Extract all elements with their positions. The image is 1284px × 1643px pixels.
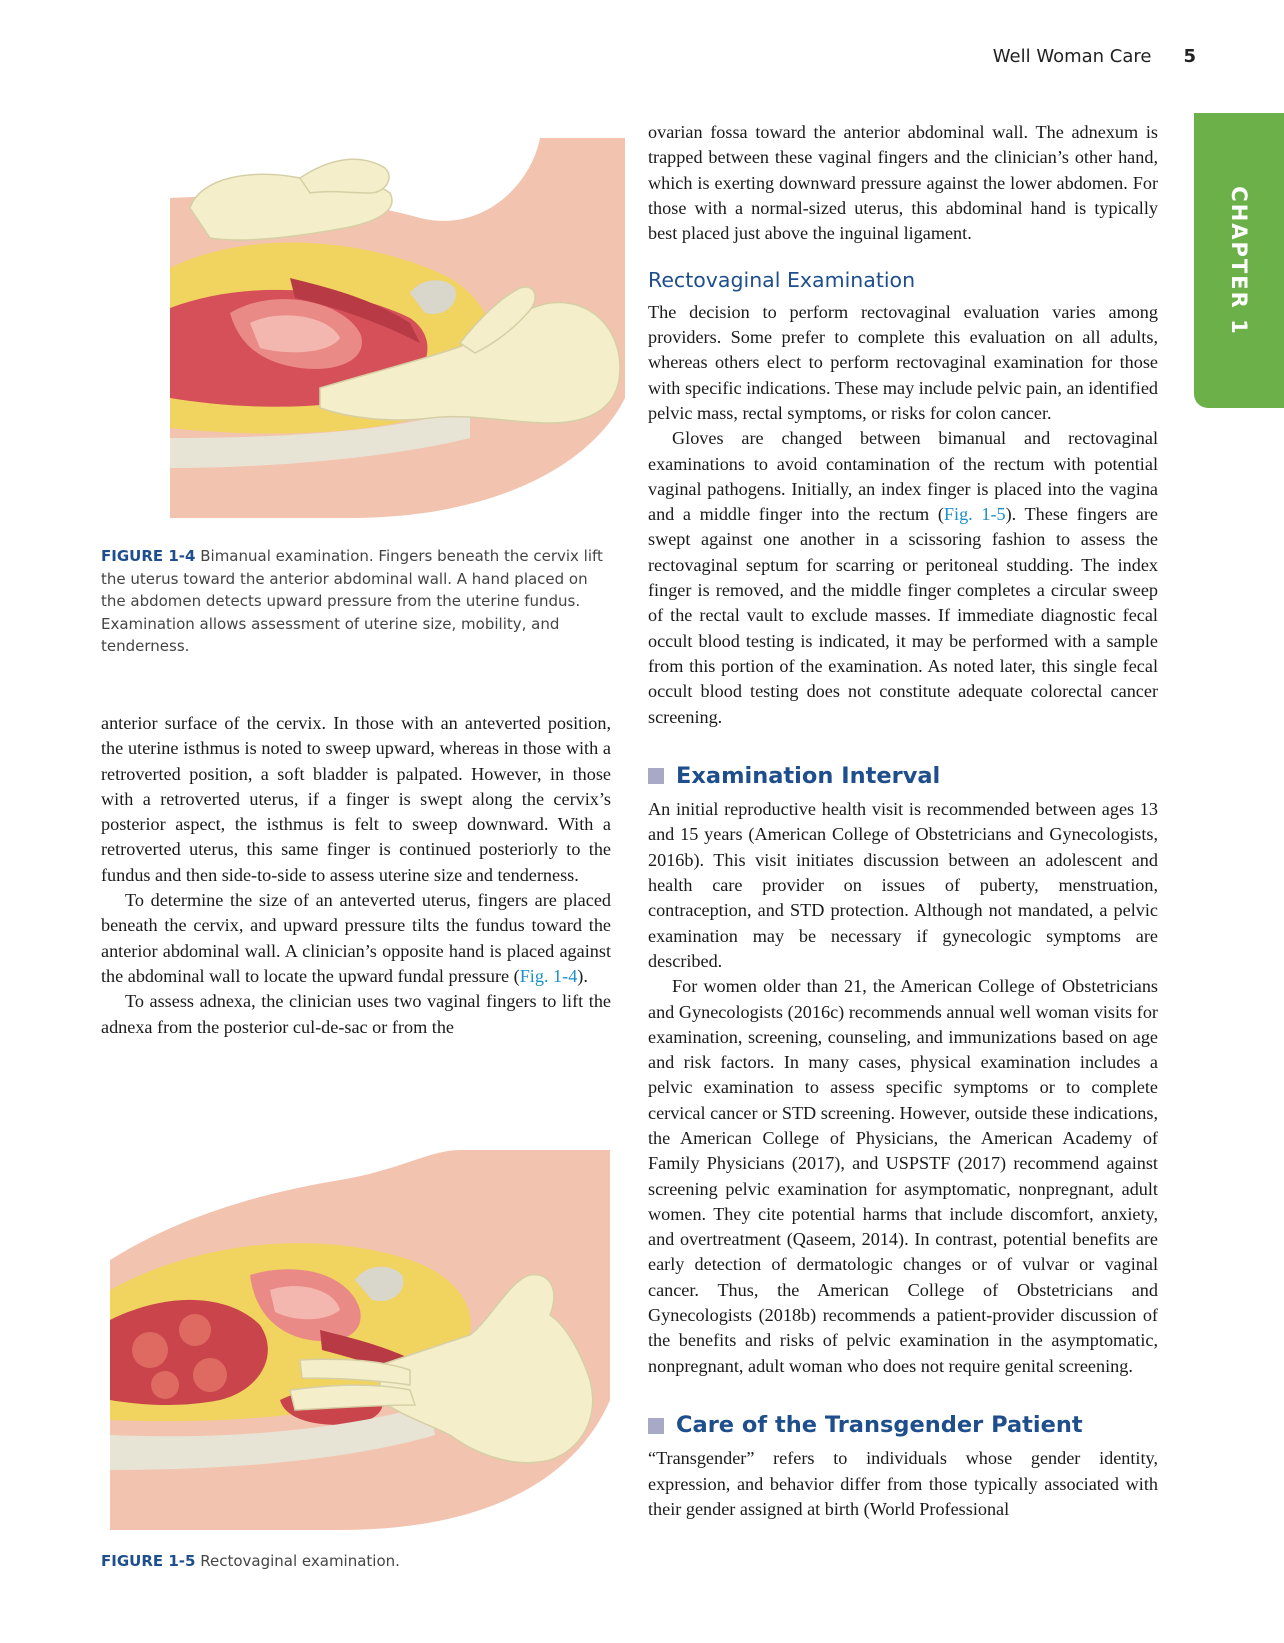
figure-reference-link[interactable]: Fig. 1-5 xyxy=(943,504,1006,525)
paragraph: “Transgender” refers to individuals whose gender identity, expression, and behavior differ from those typically associated with their gender assigned at birth (World Professional xyxy=(648,1448,1158,1519)
figure-reference-link[interactable]: Fig. 1-4 xyxy=(519,965,578,986)
chapter-tab-label: CHAPTER 1 xyxy=(1227,186,1251,336)
figure-label: FIGURE 1-5 xyxy=(101,1552,196,1570)
figure-1-5-caption xyxy=(101,1550,611,1573)
paragraph: For women older than 21, the American College of Obstetricians and Gynecologists (2016c) recommends annual well woman visits for examination, screening, counseling, and immunizations based on age and risk factors. In many cases, physical examination includes a pelvic examination to assess specific symptoms or to complete cervical cancer or STD screening. However, outside these indications, the American College of Physicians, the American Academy of Family Physicians (2017), and USPSTF (2017) recommend against screening pelvic examination for asymptomatic, nonpregnant, adult women. They cite potential harms that include discomfort, anxiety, and overtreatment (Qaseem, 2014). In contrast, potential benefits are early detection of dermatologic changes or of vulvar or vaginal cancer. Thus, the American College of Obstetricians and Gynecologists (2018b) recommends a patient-provider discussion of the benefits and risks of pelvic examination in the asymptomatic, nonpregnant, adult woman who does not require genital screening. xyxy=(648,976,1158,1376)
paragraph: To assess adnexa, the clinician uses two vaginal fingers to lift the adnexa from the posterior cul-de-sac or from the xyxy=(101,991,611,1037)
page-number: 5 xyxy=(1183,46,1196,67)
caption-text: Rectovaginal examination. xyxy=(200,1552,400,1570)
paragraph: anterior surface of the cervix. In those with an anteverted position, the uterine isthmus is noted to sweep upward, whereas in those with a retroverted position, a soft bladder is palpated. However, in those with a retroverted uterus, if a finger is swept along the cervix’s posterior aspect, the isthmus is felt to sweep downward. With a retroverted uterus, this same finger is continued posteriorly to the fundus and then side-to-side to assess uterine size and tenderness. xyxy=(101,713,611,885)
section-square-icon xyxy=(648,1418,664,1434)
paragraph: The decision to perform rectovaginal evaluation varies among providers. Some prefer to complete this evaluation on all adults, whereas others elect to perform rectovaginal examination for those with specific indications. These may include pelvic pain, an identified pelvic mass, rectal symptoms, or risks for colon cancer. xyxy=(648,301,1158,423)
figure-1-4-caption xyxy=(101,545,611,658)
caption-text: Bimanual examination. Fingers beneath the cervix lift the uterus toward the anterior abdominal wall. A hand placed on the abdomen detects upward pressure from the uterine fundus. Examination allows assessment of uterine size, mobility, and tenderness. xyxy=(101,547,603,655)
rectovaginal-heading: Rectovaginal Examination xyxy=(648,268,916,293)
section-square-icon xyxy=(648,768,664,784)
right-column-text xyxy=(648,120,1158,1522)
paragraph: ovarian fossa toward the anterior abdominal wall. The adnexum is trapped between these vaginal fingers and the clinician’s other hand, which is exerting downward pressure against the lower abdomen. For those with a normal-sized uterus, this abdominal hand is typically best placed just above the inguinal ligament. xyxy=(648,122,1158,244)
chapter-tab xyxy=(1194,113,1284,408)
running-title: Well Woman Care xyxy=(992,46,1152,67)
figure-1-5-illustration xyxy=(110,1150,610,1530)
paragraph: To determine the size of an anteverted uterus, fingers are placed beneath the cervix, and upward pressure tilts the fundus toward the anterior abdominal wall. A clinician’s opposite hand is placed against the abdominal wall to locate the upward fundal pressure (Fig. 1-4). xyxy=(101,890,611,986)
figure-label: FIGURE 1-4 xyxy=(101,547,196,565)
figure-1-4-illustration xyxy=(170,138,625,518)
paragraph: An initial reproductive health visit is recommended between ages 13 and 15 years (American College of Obstetricians and Gynecologists, 2016b). This visit initiates discussion between an adolescent and health care provider on issues of puberty, menstruation, contraception, and STD protection. Although not mandated, a pelvic examination may be necessary if gynecologic symptoms are described. xyxy=(648,799,1158,971)
running-head xyxy=(993,46,1196,67)
left-column-text xyxy=(101,711,611,1040)
paragraph: Gloves are changed between bimanual and rectovaginal examinations to avoid contamination of the rectum with potential vaginal pathogens. Initially, an index finger is placed into the vagina and a middle finger into the rectum (Fig. 1-5). These fingers are swept against one another in a scissoring fashion to assess the rectovaginal septum for scarring or peritoneal studding. The index finger is removed, and the middle finger completes a circular sweep of the rectal vault to exclude masses. If immediate diagnostic fecal occult blood testing is indicated, it may be performed with a sample from this portion of the examination. As noted later, this single fecal occult blood testing does not constitute adequate colorectal cancer screening. xyxy=(648,428,1158,727)
transgender-heading: Care of the Transgender Patient xyxy=(648,1413,1158,1438)
examination-interval-heading: Examination Interval xyxy=(648,764,1158,789)
